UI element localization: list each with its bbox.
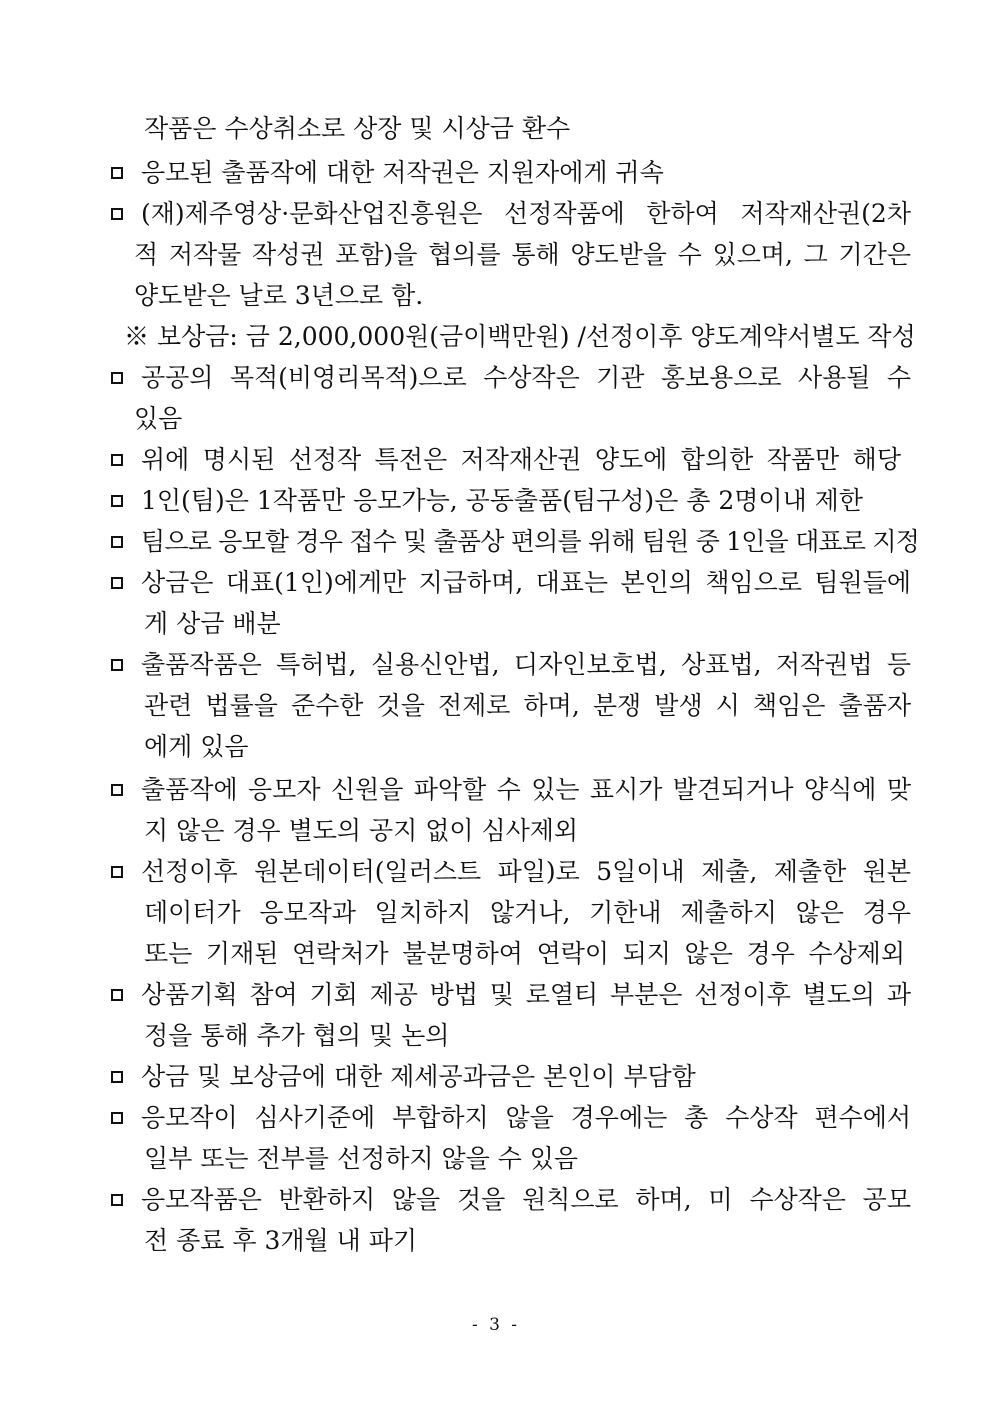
- item-line: 응모작이 심사기준에 부합하지 않을 경우에는 총 수상작 편수에서: [141, 1103, 911, 1132]
- checkbox-bullet-icon: [111, 372, 123, 384]
- item-line: 응모된 출품작에 대한 저작권은 지원자에게 귀속: [141, 158, 664, 187]
- item-line: 적 저작물 작성권 포함)을 협의를 통해 양도받을 수 있으며, 그 기간은: [134, 240, 911, 269]
- item-line: 출품작품은 특허법, 실용신안법, 디자인보호법, 상표법, 저작권법 등: [141, 650, 911, 679]
- checkbox-bullet-icon: [111, 495, 123, 507]
- checkbox-bullet-icon: [111, 1071, 123, 1083]
- item-line: 정을 통해 추가 협의 및 논의: [144, 1021, 450, 1050]
- checkbox-bullet-icon: [111, 536, 123, 548]
- item-line: 1인(팀)은 1작품만 응모가능, 공동출품(팀구성)은 총 2명이내 제한: [141, 486, 863, 515]
- item-line: 상금 및 보상금에 대한 제세공과금은 본인이 부담함: [141, 1062, 696, 1091]
- item-line: 상금은 대표(1인)에게만 지급하며, 대표는 본인의 책임으로 팀원들에: [141, 568, 911, 597]
- item-line: 위에 명시된 선정작 특전은 저작재산권 양도에 합의한 작품만 해당: [141, 445, 901, 474]
- item-line: 전 종료 후 3개월 내 파기: [144, 1226, 417, 1255]
- item-line: 응모작품은 반환하지 않을 것을 원칙으로 하며, 미 수상작은 공모: [141, 1185, 911, 1214]
- checkbox-bullet-icon: [111, 454, 123, 466]
- item-line: 양도받은 날로 3년으로 함.: [134, 281, 424, 310]
- item-line: 에게 있음: [144, 732, 249, 761]
- checkbox-bullet-icon: [111, 659, 123, 671]
- checkbox-bullet-icon: [111, 1112, 123, 1124]
- continued-text: 작품은 수상취소로 상장 및 시상금 환수: [144, 114, 571, 143]
- item-line: 팀으로 응모할 경우 접수 및 출품상 편의를 위해 팀원 중 1인을 대표로 지정: [141, 527, 920, 556]
- checkbox-bullet-icon: [111, 1194, 123, 1206]
- item-line: 있음: [134, 404, 183, 433]
- item-line: 공공의 목적(비영리목적)으로 수상작은 기관 홍보용으로 사용될 수: [141, 363, 911, 392]
- item-line: 또는 기재된 연락처가 불분명하여 연락이 되지 않은 경우 수상제외: [144, 939, 905, 968]
- checkbox-bullet-icon: [111, 989, 123, 1001]
- item-line: 데이터가 응모작과 일치하지 않거나, 기한내 제출하지 않은 경우: [144, 898, 911, 927]
- item-line: 선정이후 원본데이터(일러스트 파일)로 5일이내 제출, 제출한 원본: [141, 857, 911, 886]
- checkbox-bullet-icon: [111, 167, 123, 179]
- item-line: 상품기획 참여 기회 제공 방법 및 로열티 부분은 선정이후 별도의 과: [141, 980, 911, 1009]
- item-line: 일부 또는 전부를 선정하지 않을 수 있음: [144, 1144, 579, 1173]
- checkbox-bullet-icon: [111, 866, 123, 878]
- item-line: 관련 법률을 준수한 것을 전제로 하며, 분쟁 발생 시 책임은 출품자: [144, 691, 911, 720]
- page-number: - 3 -: [471, 1315, 521, 1335]
- checkbox-bullet-icon: [111, 208, 123, 220]
- checkbox-bullet-icon: [111, 577, 123, 589]
- item-line: (재)제주영상·문화산업진흥원은 선정작품에 한하여 저작재산권(2차: [141, 199, 911, 228]
- compensation-note: ※ 보상금: 금 2,000,000원(금이백만원) /선정이후 양도계약서별도 작성: [124, 322, 916, 351]
- item-line: 지 않은 경우 별도의 공지 없이 심사제외: [144, 816, 579, 845]
- item-line: 게 상금 배분: [144, 609, 281, 638]
- item-line: 출품작에 응모자 신원을 파악할 수 있는 표시가 발견되거나 양식에 맞: [141, 775, 911, 804]
- checkbox-bullet-icon: [111, 784, 123, 796]
